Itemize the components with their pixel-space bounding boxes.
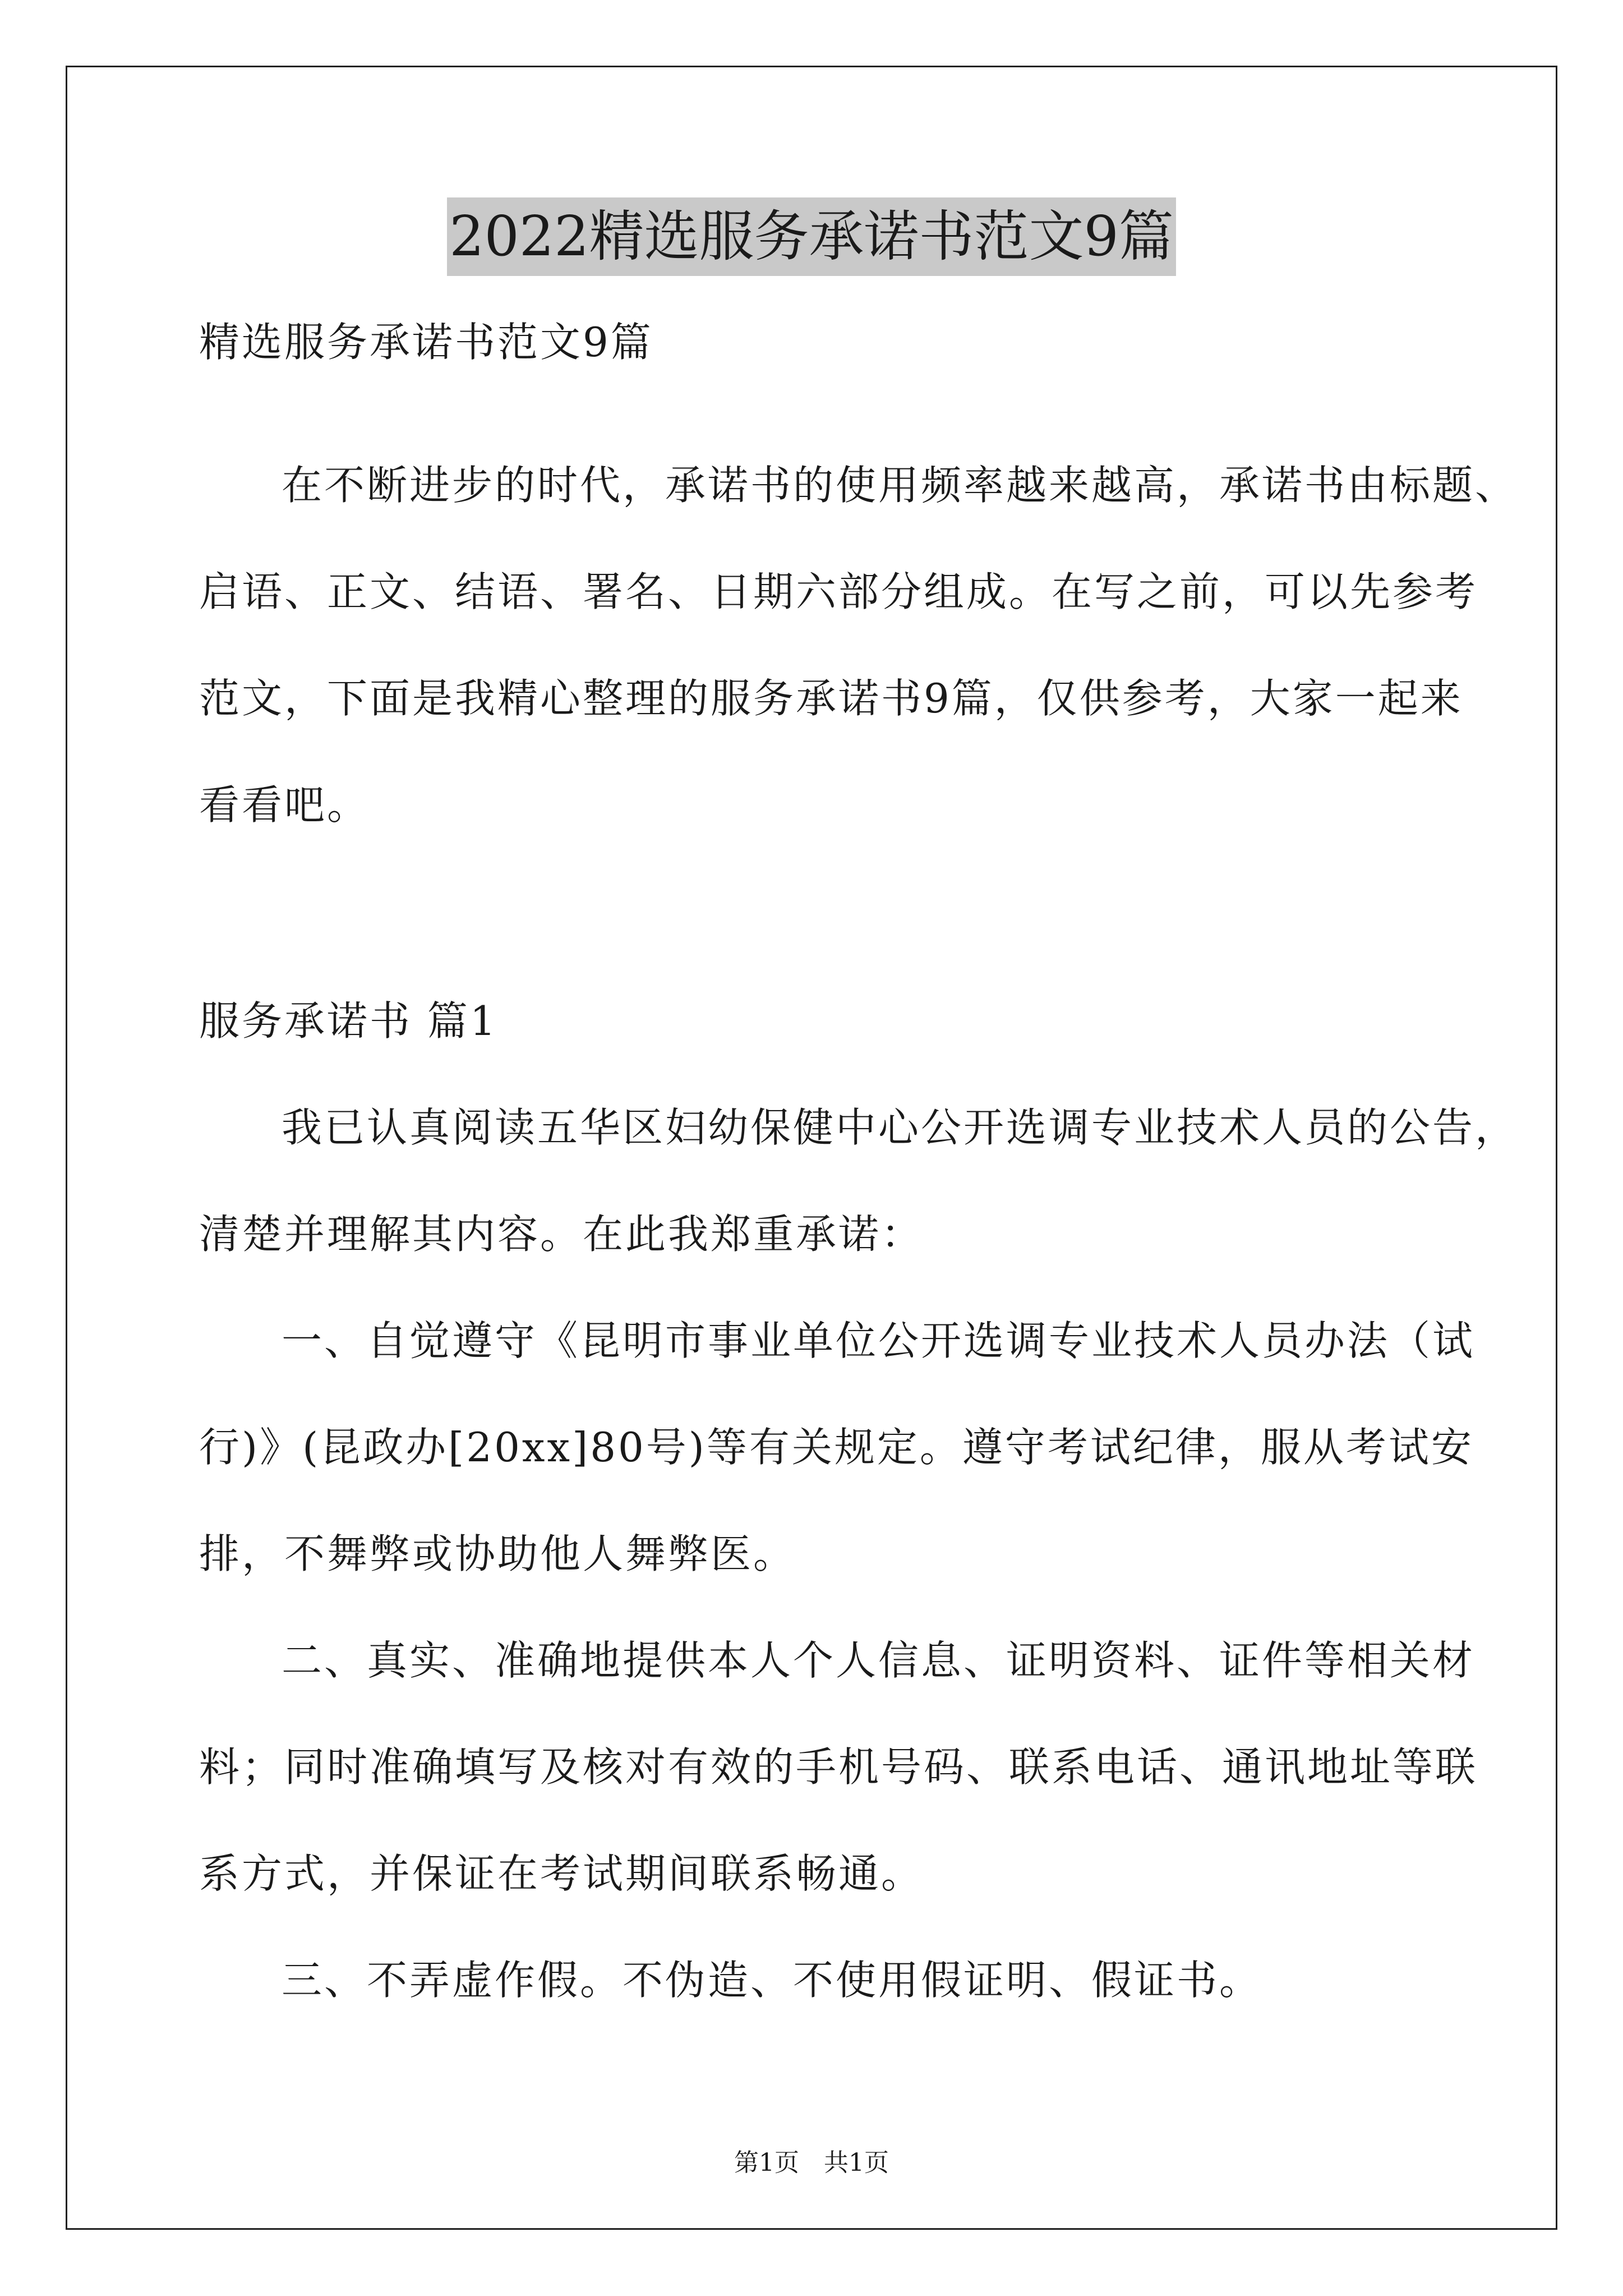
subtitle: 精选服务承诺书范文9篇 [199, 319, 653, 366]
intro-line: 看看吧。 [199, 781, 370, 829]
body-line: 排，不舞弊或协助他人舞弊医。 [199, 1530, 796, 1577]
intro-line: 在不断进步的时代，承诺书的使用频率越来越高，承诺书由标题、 [282, 462, 1518, 509]
intro-line: 范文，下面是我精心整理的服务承诺书9篇，仅供参考，大家一起来 [199, 675, 1463, 722]
section-heading: 服务承诺书 篇1 [199, 997, 498, 1045]
body-line: 行)》(昆政办[20xx]80号)等有关规定。遵守考试纪律，服从考试安 [199, 1424, 1474, 1471]
document-title [0, 197, 1623, 276]
intro-line: 启语、正文、结语、署名、日期六部分组成。在写之前，可以先参考 [199, 568, 1478, 615]
page-footer: 第1页 共1页 [734, 2148, 889, 2177]
body-line: 三、不弄虚作假。不伪造、不使用假证明、假证书。 [282, 1957, 1262, 2004]
body-line: 我已认真阅读五华区妇幼保健中心公开选调专业技术人员的公告， [282, 1104, 1518, 1151]
body-line: 清楚并理解其内容。在此我郑重承诺： [199, 1211, 924, 1258]
document-title-text: 2022精选服务承诺书范文9篇 [447, 197, 1176, 276]
body-line: 系方式，并保证在考试期间联系畅通。 [199, 1850, 924, 1897]
body-line: 二、真实、准确地提供本人个人信息、证明资料、证件等相关材 [282, 1637, 1476, 1684]
body-line: 料；同时准确填写及核对有效的手机号码、联系电话、通讯地址等联 [199, 1743, 1478, 1791]
body-line: 一、自觉遵守《昆明市事业单位公开选调专业技术人员办法（试 [282, 1317, 1476, 1364]
